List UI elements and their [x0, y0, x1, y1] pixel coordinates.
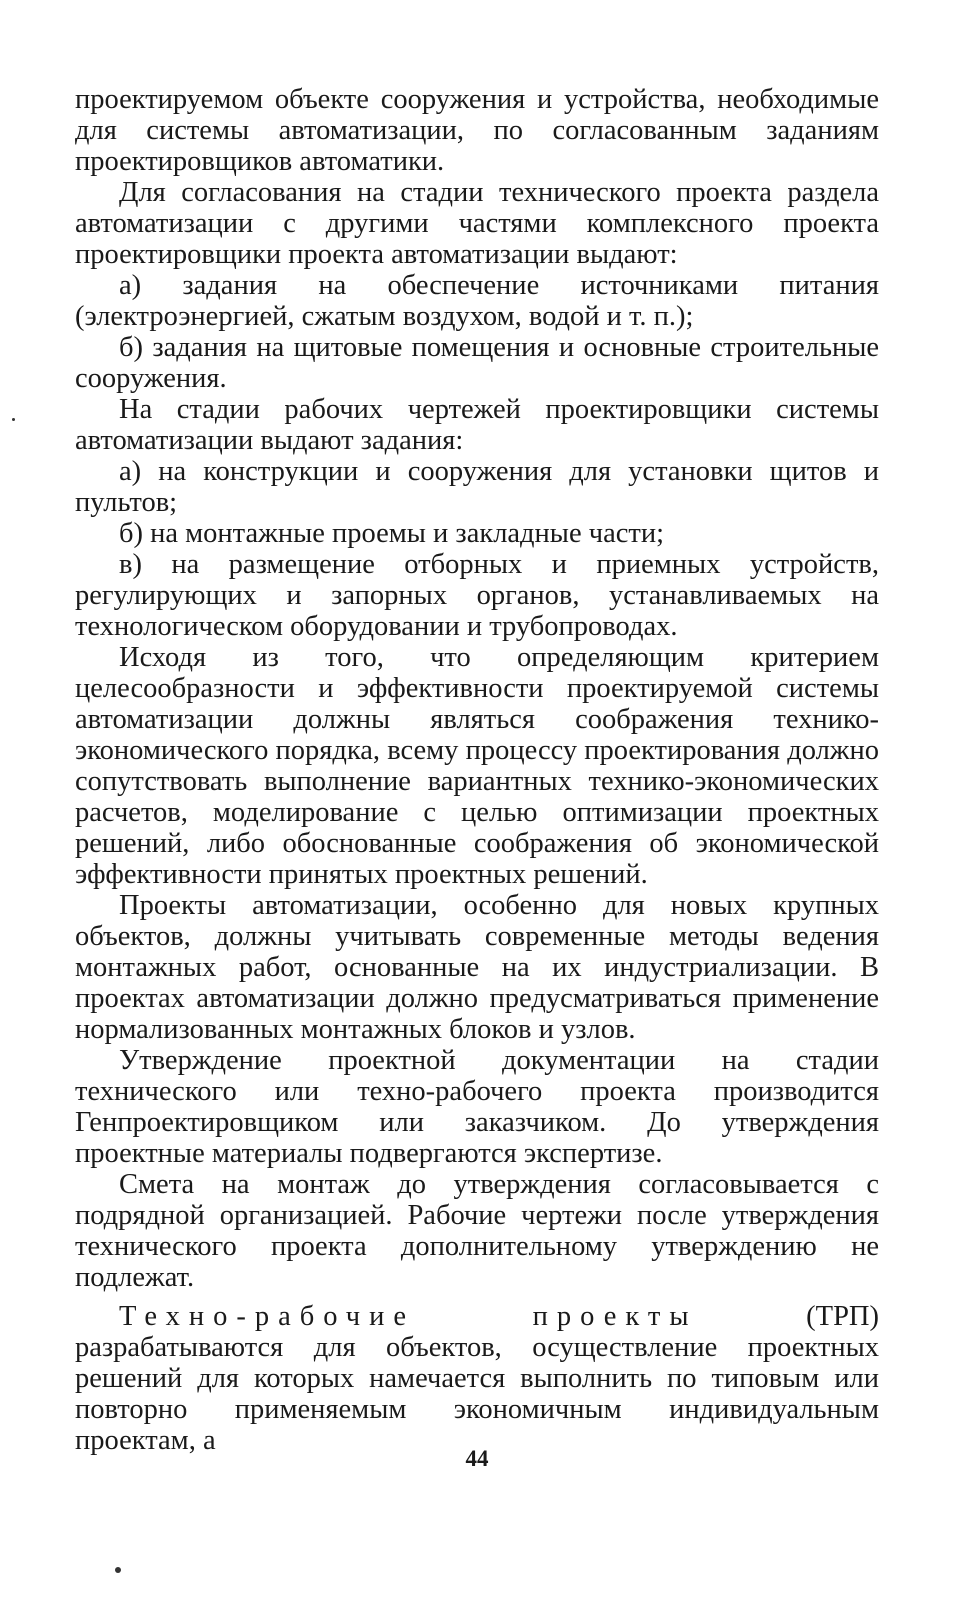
- paragraph: проектируемом объекте сооружения и устройства, необходимые для системы автоматизации, по согласованным заданиям проектировщиков автоматики.: [75, 84, 879, 177]
- list-item: а) на конструкции и сооружения для установки щитов и пультов;: [75, 456, 879, 518]
- list-item: б) задания на щитовые помещения и основные строительные сооружения.: [75, 332, 879, 394]
- paragraph-text: (ТРП) разрабатываются для объектов, осуществление проектных решений для которых намечается выполнить по типовым или повторно применяемым экономичным индивидуальным проектам, а: [75, 1301, 880, 1456]
- paragraph: Для согласования на стадии технического проекта раздела автоматизации с другими частями комплексного проекта проектировщики проекта автоматизации выдают:: [75, 177, 879, 270]
- paragraph: Проекты автоматизации, особенно для новых крупных объектов, должны учитывать современные методы ведения монтажных работ, основанные на их индустриализации. В проектах автоматизации должно предусматриваться применение нормализованных монтажных блоков и узлов.: [75, 890, 879, 1045]
- paragraph: На стадии рабочих чертежей проектировщики системы автоматизации выдают задания:: [75, 394, 879, 456]
- page-number: 44: [465, 1446, 489, 1471]
- paragraph: [75, 1301, 879, 1456]
- list-item: в) на размещение отборных и приемных устройств, регулирующих и запорных органов, устанавливаемых на технологическом оборудовании и трубопроводах.: [75, 549, 879, 642]
- page-body: [75, 84, 879, 1456]
- paragraph: Смета на монтаж до утверждения согласовывается с подрядной организацией. Рабочие чертежи после утверждения технического проекта дополнительному утверждению не подлежат.: [75, 1169, 879, 1293]
- list-item: а) задания на обеспечение источниками питания (электроэнергией, сжатым воздухом, водой и т. п.);: [75, 270, 879, 332]
- spaced-term: Техно-рабочие проекты: [119, 1301, 698, 1332]
- paragraph: Исходя из того, что определяющим критерием целесообразности и эффективности проектируемой системы автоматизации должны являться соображения технико-экономического порядка, всему процессу проектирования должно сопутствовать выполнение вариантных технико-экономических расчетов, моделирование с целью оптимизации проектных решений, либо обоснованные соображения об экономической эффективности принятых проектных решений.: [75, 642, 879, 890]
- paragraph: Утверждение проектной документации на стадии технического или техно-рабочего проекта производится Генпроектировщиком или заказчиком. До утверждения проектные материалы подвергаются экспертизе.: [75, 1045, 879, 1169]
- print-speck: [12, 418, 15, 421]
- print-speck: [115, 1567, 121, 1573]
- list-item: б) на монтажные проемы и закладные части;: [119, 518, 664, 549]
